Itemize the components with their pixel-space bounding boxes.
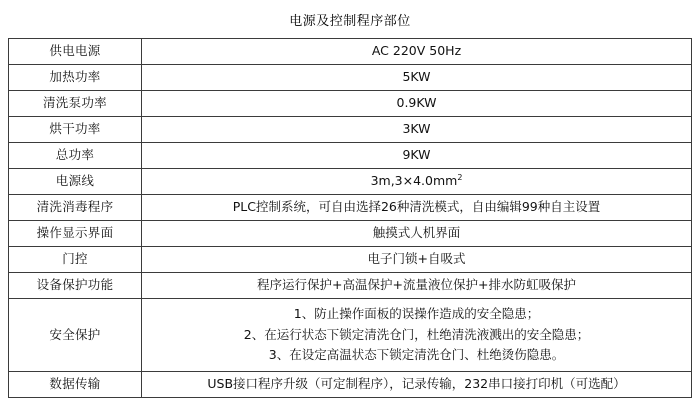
table-row: [9, 247, 692, 273]
row-value: [142, 169, 692, 195]
row-label: 清洗泵功率: [9, 91, 142, 117]
table-row: [9, 39, 692, 65]
row-value: 程序运行保护+高温保护+流量液位保护+排水防虹吸保护: [142, 273, 692, 299]
row-label: 加热功率: [9, 65, 142, 91]
row-label: 电源线: [9, 169, 142, 195]
page-title: 电源及控制程序部位: [289, 14, 411, 29]
table-row: [9, 299, 692, 372]
row-value-line: 1、防止操作面板的误操作造成的安全隐患；: [293, 306, 540, 322]
row-value: 5KW: [142, 65, 692, 91]
row-label: 烘干功率: [9, 117, 142, 143]
row-value: 电子门锁+自吸式: [142, 247, 692, 273]
row-label: 门控: [9, 247, 142, 273]
table-row: [9, 195, 692, 221]
table-row: [9, 143, 692, 169]
row-label: 操作显示界面: [9, 221, 142, 247]
row-label: 供电电源: [9, 39, 142, 65]
row-label: 数据传输: [9, 372, 142, 398]
table-row: [9, 169, 692, 195]
row-value: [142, 299, 692, 372]
specification-table: [8, 38, 692, 398]
row-value-line: 3、在设定高温状态下锁定清洗仓门、杜绝烫伤隐患。: [268, 347, 565, 363]
row-label: 安全保护: [9, 299, 142, 372]
row-value-superscript: 2: [457, 173, 463, 183]
row-value-line: 2、在运行状态下锁定清洗仓门，杜绝清洗液溅出的安全隐患；: [243, 326, 590, 342]
row-value: AC 220V 50Hz: [142, 39, 692, 65]
table-row: [9, 273, 692, 299]
row-value: 0.9KW: [142, 91, 692, 117]
row-value-text: 3m,3×4.0mm: [370, 173, 458, 189]
row-value: USB接口程序升级（可定制程序），记录传输，232串口接打印机（可选配）: [142, 372, 692, 398]
table-row: [9, 91, 692, 117]
row-value: PLC控制系统，可自由选择26种清洗模式，自由编辑99种自主设置: [142, 195, 692, 221]
row-value: 触摸式人机界面: [142, 221, 692, 247]
table-row: [9, 372, 692, 398]
row-value: 3KW: [142, 117, 692, 143]
row-label: 设备保护功能: [9, 273, 142, 299]
table-row: [9, 221, 692, 247]
row-label: 清洗消毒程序: [9, 195, 142, 221]
row-label: 总功率: [9, 143, 142, 169]
table-row: [9, 65, 692, 91]
row-value: 9KW: [142, 143, 692, 169]
table-row: [9, 117, 692, 143]
